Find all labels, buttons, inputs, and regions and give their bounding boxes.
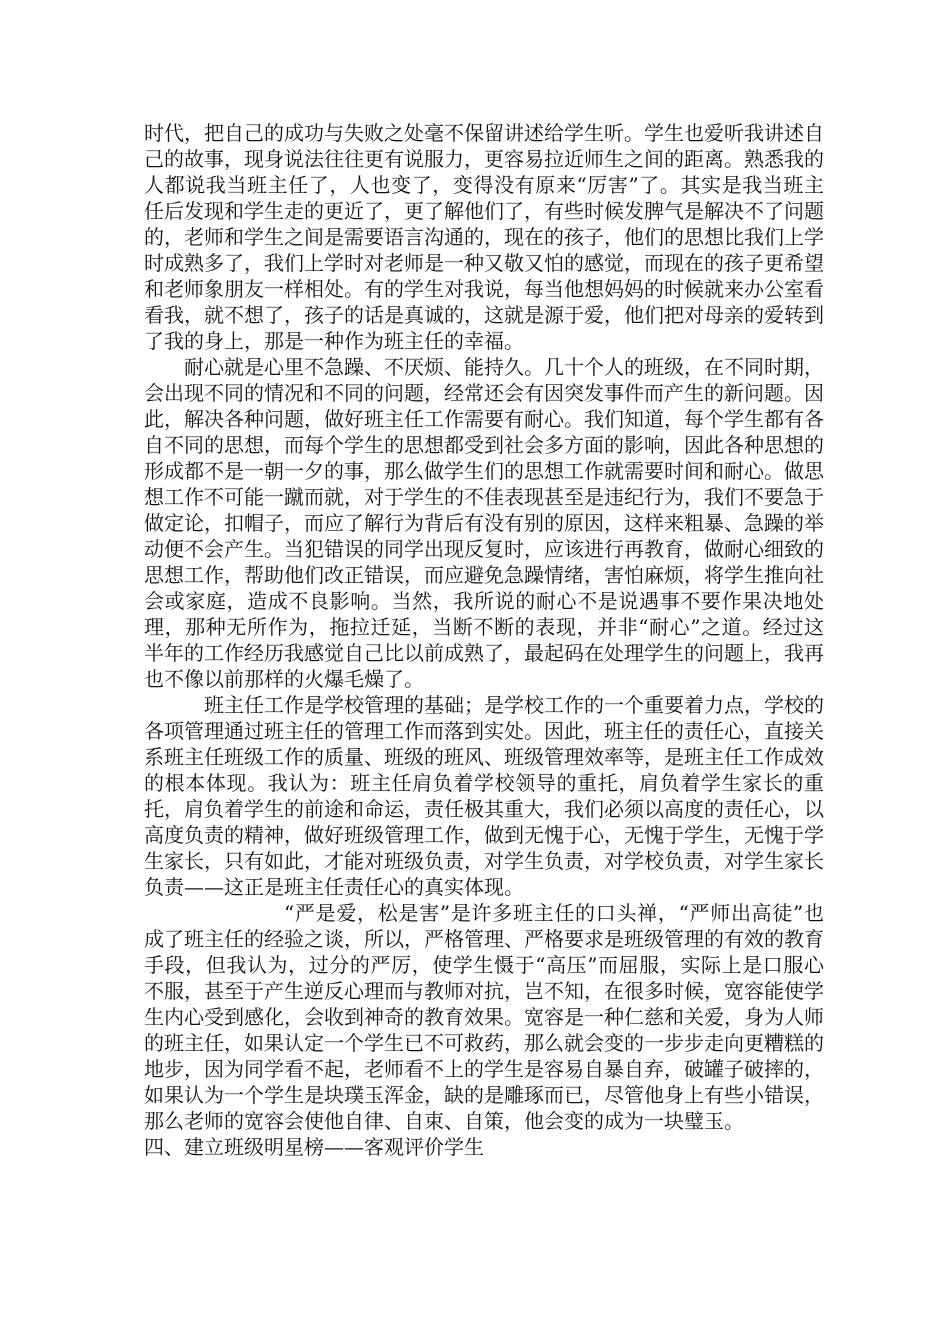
paragraph-2: 耐心就是心里不急躁、不厌烦、能持久。几十个人的班级，在不同时期，会出现不同的情况和不同的问题，经常还会有因突发事件而产生的新问题。因此，解决各种问题，做好班主任工作需要有耐心。我们知道，每个学生都有各自不同的思想，而每个学生的思想都受到社会多方面的影响，因此各种思想的形成都不是一朝一夕的事，那么做学生们的思想工作就需要时间和耐心。做思想工作不可能一蹴而就，对于学生的不佳表现甚至是违纪行为，我们不要急于做定论，扣帽子，而应了解行为背后有没有别的原因，这样来粗暴、急躁的举动便不会产生。当犯错误的同学出现反复时，应该进行再教育，做耐心细致的思想工作，帮助他们改正错误，而应避免急躁情绪，害怕麻烦，将学生推向社会或家庭，造成不良影响。当然，我所说的耐心不是说遇事不要作果决地处理，那种无所作为，拖拉迁延，当断不断的表现，并非“耐心”之道。经过这半年的工作经历我感觉自己比以前成熟了，最起码在处理学生的问题上，我再也不像以前那样的火爆毛燥了。	[144, 355, 824, 691]
paragraph-1: 时代，把自己的成功与失败之处毫不保留讲述给学生听。学生也爱听我讲述自己的故事，现身说法往往更有说服力，更容易拉近师生之间的距离。熟悉我的人都说我当班主任了，人也变了，变得没有原来“厉害”了。其实是我当班主任后发现和学生走的更近了，更了解他们了，有些时候发脾气是解决不了问题的，老师和学生之间是需要语言沟通的，现在的孩子，他们的思想比我们上学时成熟多了，我们上学时对老师是一种又敬又怕的感觉，而现在的孩子更希望和老师象朋友一样相处。有的学生对我说，每当他想妈妈的时候就来办公室看看我，就不想了，孩子的话是真诚的，这就是源于爱，他们把对母亲的爱转到了我的身上，那是一种作为班主任的幸福。	[144, 121, 824, 353]
section-heading: 四、建立班级明星榜——客观评价学生	[144, 1135, 484, 1159]
document-body	[144, 120, 824, 1160]
paragraph-4: “严是爱，松是害”是许多班主任的口头禅，“严师出高徒”也成了班主任的经验之谈，所以，严格管理、严格要求是班级管理的有效的教育手段，但我认为，过分的严厉，使学生慑于“高压”而屈服，实际上是口服心不服，甚至于产生逆反心理而与教师对抗，岂不知，在很多时候，宽容能使学生内心受到感化，会收到神奇的教育效果。宽容是一种仁慈和关爱，身为人师的班主任，如果认定一个学生已不可救药，那么就会变的一步步走向更糟糕的地步，因为同学看不起，老师看不上的学生是容易自暴自弃，破罐子破摔的，如果认为一个学生是块璞玉浑金，缺的是雕琢而已，尽管他身上有些小错误，那么老师的宽容会使他自律、自束、自策，他会变的成为一块璧玉。	[144, 901, 824, 1133]
paragraph-3: 班主任工作是学校管理的基础；是学校工作的一个重要着力点，学校的各项管理通过班主任的管理工作而落到实处。因此，班主任的责任心，直接关系班主任班级工作的质量、班级的班风、班级管理效率等，是班主任工作成效的根本体现。我认为：班主任肩负着学校领导的重托，肩负着学生家长的重托，肩负着学生的前途和命运，责任极其重大，我们必须以高度的责任心，以高度负责的精神，做好班级管理工作，做到无愧于心，无愧于学生，无愧于学生家长，只有如此，才能对班级负责，对学生负责，对学校负责，对学生家长负责——这正是班主任责任心的真实体现。	[144, 693, 824, 899]
